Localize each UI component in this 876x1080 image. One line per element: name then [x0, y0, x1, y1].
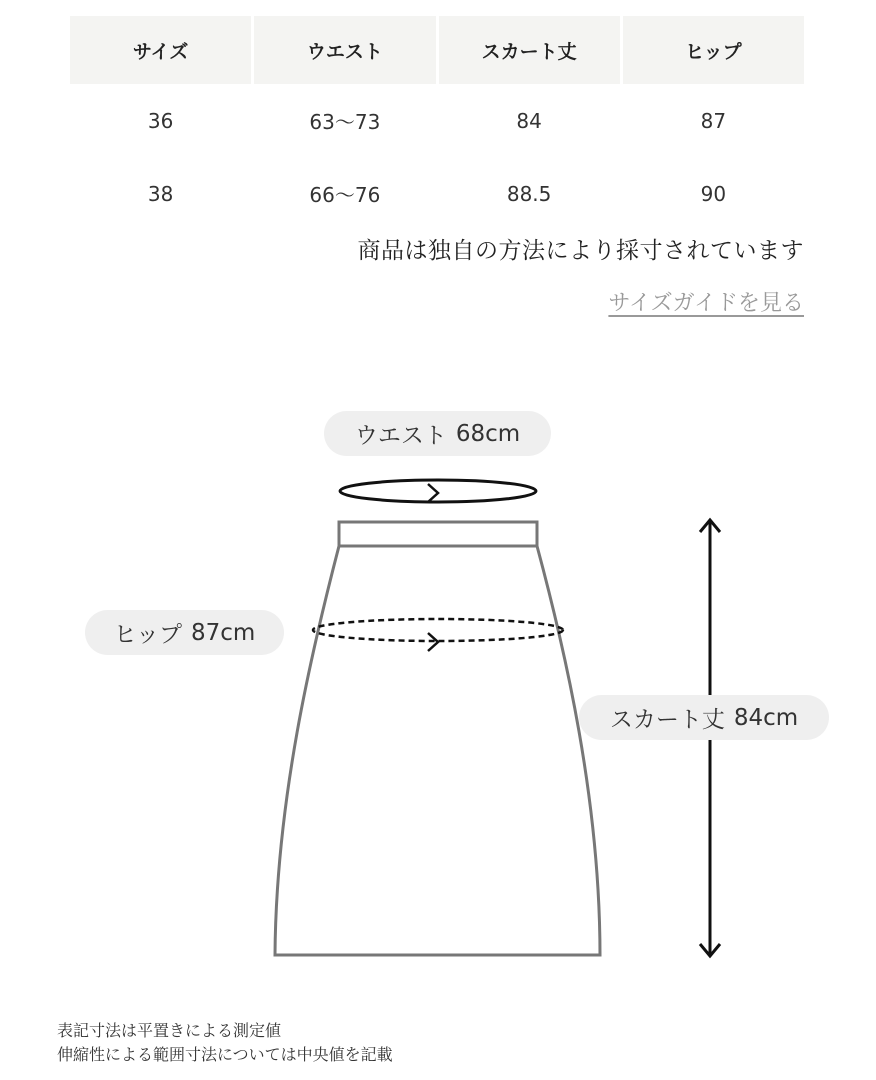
cell-hip: 87: [700, 108, 727, 133]
hip-label-text: ヒップ: [113, 622, 182, 648]
waist-loop: [340, 480, 536, 502]
header-waist: ウエスト: [254, 16, 435, 84]
footnote-1: 表記寸法は平置きによる測定値: [57, 1021, 282, 1040]
cell-hip: 90: [700, 181, 727, 206]
waist-value: 68cm: [455, 420, 521, 447]
cell-waist: 66〜76: [309, 183, 381, 207]
waist-label-text: ウエスト: [354, 423, 447, 449]
cell-skirt-length: 84: [516, 108, 542, 133]
skirt-length-label-text: スカート丈: [609, 707, 725, 733]
footnote-2: 伸縮性による範囲寸法については中央値を記載: [57, 1045, 393, 1064]
header-hip: ヒップ: [623, 16, 804, 84]
skirt-outline: [275, 546, 600, 955]
hip-loop: [313, 619, 563, 651]
cell-size: 38: [147, 181, 174, 206]
waist-label: [324, 411, 551, 456]
cell-skirt-length: 88.5: [506, 181, 552, 206]
hip-value: 87cm: [190, 619, 256, 646]
hip-label: [85, 610, 284, 655]
cell-size: 36: [147, 108, 174, 133]
waistband: [339, 522, 537, 546]
cell-waist: 63〜73: [309, 110, 381, 134]
skirt-length-label: [579, 695, 829, 740]
size-guide-link[interactable]: サイズガイドを見る: [608, 291, 804, 316]
measurement-note: 商品は独自の方法により採寸されています: [357, 238, 804, 264]
header-skirt-length: スカート丈: [439, 16, 620, 84]
skirt-length-value: 84cm: [733, 704, 799, 731]
header-size: サイズ: [70, 16, 251, 84]
